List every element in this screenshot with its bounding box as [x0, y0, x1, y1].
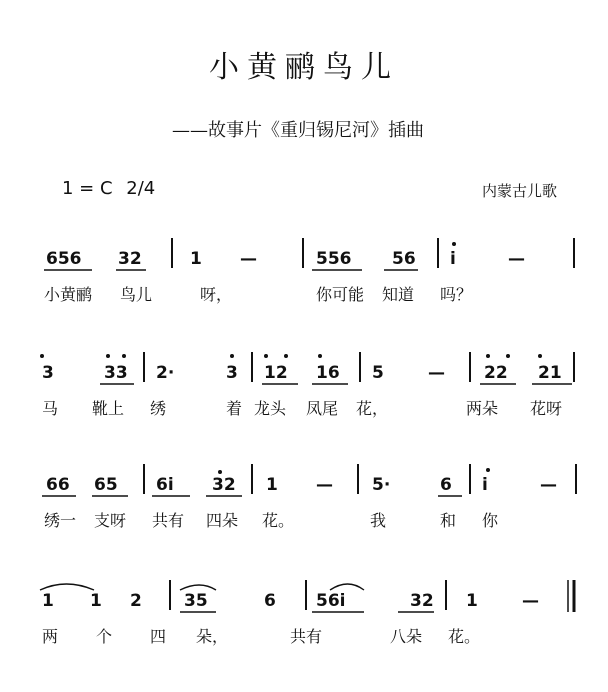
- note: 1: [90, 591, 102, 611]
- octave-dot: [538, 354, 542, 358]
- octave-dot: [40, 354, 44, 358]
- octave-dot: [486, 354, 490, 358]
- note: —: [316, 475, 333, 495]
- song-subtitle: ——故事片《重归锡尼河》插曲: [172, 120, 424, 141]
- octave-dot: [452, 242, 456, 246]
- lyric: 个: [96, 627, 113, 646]
- note: 56: [392, 249, 416, 269]
- note: 12: [264, 363, 288, 383]
- note: 32: [410, 591, 434, 611]
- octave-dot: [122, 354, 126, 358]
- lyric: 知道: [382, 285, 415, 304]
- note: 1: [466, 591, 478, 611]
- octave-dot: [230, 354, 234, 358]
- lyric: 呀，: [200, 285, 233, 304]
- note: 3: [226, 363, 238, 383]
- note: 16: [316, 363, 340, 383]
- lyric: 凤尾: [306, 399, 339, 418]
- lyric: 靴上: [92, 399, 125, 418]
- lyric: 支呀: [94, 511, 127, 530]
- note: 32: [118, 249, 142, 269]
- lyric: 着: [226, 399, 243, 418]
- song-origin: 内蒙古儿歌: [482, 182, 558, 200]
- lyric: 花，: [356, 399, 389, 418]
- lyric: 你: [482, 511, 499, 530]
- octave-dot: [264, 354, 268, 358]
- lyric: 花呀: [530, 399, 563, 418]
- lyric: 两: [42, 627, 59, 646]
- lyric: 小黄鹂: [44, 285, 93, 304]
- lyric: 两朵: [466, 399, 499, 418]
- note: 6: [440, 475, 452, 495]
- note: i: [482, 475, 488, 495]
- note: 1: [190, 249, 202, 269]
- note: 33: [104, 363, 128, 383]
- slur: [40, 584, 94, 590]
- lyric: 朵，: [196, 627, 229, 646]
- octave-dot: [506, 354, 510, 358]
- lyric: 共有: [152, 511, 185, 530]
- lyric: 和: [440, 511, 457, 530]
- lyric: 龙头: [254, 399, 287, 418]
- note: 656: [46, 249, 82, 269]
- note: 35: [184, 591, 208, 611]
- note: 1: [266, 475, 278, 495]
- note: 32: [212, 475, 236, 495]
- note: i: [450, 249, 456, 269]
- note: —: [540, 475, 557, 495]
- slur: [330, 584, 364, 590]
- note: 65: [94, 475, 118, 495]
- key-signature: [62, 178, 155, 199]
- note: 556: [316, 249, 352, 269]
- note: —: [240, 249, 257, 269]
- lyric: 吗？: [440, 285, 473, 304]
- lyric: 你可能: [316, 285, 365, 304]
- note: 2·: [156, 363, 175, 383]
- lyric: 绣一: [44, 511, 77, 530]
- note: 1: [42, 591, 54, 611]
- note: 5·: [372, 475, 391, 495]
- lyric: 共有: [290, 627, 323, 646]
- lyric: 我: [370, 511, 387, 530]
- note: 5: [372, 363, 384, 383]
- note: —: [508, 249, 525, 269]
- lyric: 马: [42, 399, 59, 418]
- note: 3: [42, 363, 54, 383]
- key-label: 1 = C: [62, 178, 113, 199]
- octave-dot: [318, 354, 322, 358]
- lyric: 花。: [262, 511, 295, 530]
- lyric: 四: [150, 627, 167, 646]
- note: 66: [46, 475, 70, 495]
- note: 21: [538, 363, 562, 383]
- lyric: 鸟儿: [120, 285, 153, 304]
- octave-dot: [486, 468, 490, 472]
- octave-dot: [284, 354, 288, 358]
- lyric: 八朵: [390, 627, 423, 646]
- note: —: [428, 363, 445, 383]
- lyric: 花。: [448, 627, 481, 646]
- time-signature: 2/4: [126, 178, 156, 199]
- octave-dot: [218, 470, 222, 474]
- note: 6i: [156, 475, 174, 495]
- octave-dot: [106, 354, 110, 358]
- song-title: 小黄鹂鸟儿: [209, 50, 399, 85]
- note: 6: [264, 591, 276, 611]
- slur: [180, 585, 216, 590]
- note: —: [522, 591, 539, 611]
- lyric: 四朵: [206, 511, 239, 530]
- note: 22: [484, 363, 508, 383]
- note: 56i: [316, 591, 346, 611]
- note: 2: [130, 591, 142, 611]
- lyric: 绣: [150, 399, 167, 418]
